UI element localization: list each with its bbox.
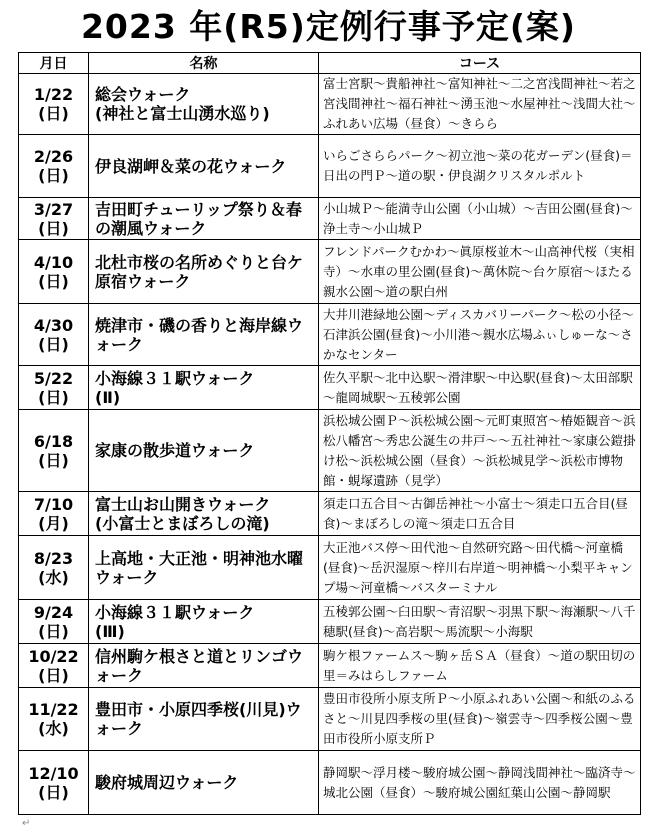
event-date [19,198,89,240]
event-weekday: (水) [38,719,69,738]
event-weekday: (日) [38,271,69,291]
event-date [19,644,89,688]
event-name: 北杜市桜の名所めぐりと台ケ原宿ウォーク [89,240,319,304]
table-row [19,135,641,198]
header-name: 名称 [89,53,319,74]
event-course: 五稜郭公園～臼田駅～青沼駅～羽黒下駅～海瀬駅～八千穂駅(昼食)～高岩駅～馬流駅～小海駅 [319,600,641,644]
event-weekday: (月) [38,513,69,533]
event-date-value: 2/26 [33,147,74,166]
event-name: 伊良湖岬＆菜の花ウォーク [89,135,319,198]
table-row [19,240,641,304]
event-weekday: (日) [38,334,69,354]
event-date-value: 4/10 [33,252,74,272]
event-course: 大井川港緑地公園～ディスカバリーパーク～松の小径～石津浜公園(昼食)～小川港～親水広場ふぃしゅーな～さかなセンター [319,304,641,366]
event-course: フレンドパークむかわ～眞原桜並木～山高神代桜（実相寺）～水車の里公園(昼食)～萬休院～台ケ原宿～ほたる親水公園～道の駅白州 [319,240,641,304]
event-weekday: (日) [38,665,69,685]
header-date: 月日 [19,53,89,74]
event-weekday: (水) [38,567,69,587]
event-weekday: (日) [38,218,69,238]
event-course: 富士宮駅～貴船神社～富知神社～二之宮浅間神社～若之宮浅間神社～福石神社～湧玉池～水屋神社～浅間大社～ふれあい広場（昼食）～きらら [319,74,641,135]
event-name: 豊田市・小原四季桜(川見)ウォーク [89,688,319,751]
event-weekday: (日) [38,387,69,407]
table-row [19,688,641,751]
event-date [19,492,89,536]
table-row [19,536,641,600]
event-course: 須走口五合目～古御岳神社～小富士～須走口五合目(昼食)～まぼろしの滝～須走口五合目 [319,492,641,536]
event-date-value: 12/10 [28,763,79,783]
event-date [19,240,89,304]
event-name: 小海線３１駅ウォーク (Ⅱ) [89,366,319,410]
table-row [19,74,641,135]
table-row [19,198,641,240]
event-date [19,600,89,644]
event-name: 駿府城周辺ウォーク [89,751,319,815]
event-date [19,366,89,410]
event-name: 吉田町チューリップ祭り＆春の潮風ウォーク [89,198,319,240]
paragraph-mark: ↵ [22,818,31,829]
event-date [19,304,89,366]
event-date [19,74,89,135]
event-course: 小山城Ｐ～能満寺山公園（小山城）～吉田公園(昼食)～浄土寺～小山城Ｐ [319,198,641,240]
table-row [19,644,641,688]
event-date-value: 3/27 [33,199,74,219]
event-date-value: 1/22 [33,85,74,104]
event-name: 信州駒ケ根さと道とリンゴウォーク [89,644,319,688]
event-weekday: (日) [38,782,69,802]
event-name: 上高地・大正池・明神池水曜ウォーク [89,536,319,600]
event-name: 小海線３１駅ウォーク (Ⅲ) [89,600,319,644]
event-date-value: 8/23 [33,548,74,568]
event-course: いらごさららパーク～初立池～菜の花ガーデン(昼食)＝日出の門Ｐ～道の駅・伊良湖クリスタルポルト [319,135,641,198]
event-date [19,135,89,198]
event-weekday: (日) [38,621,69,641]
event-course: 浜松城公園Ｐ～浜松城公園～元町東照宮～椿姫観音～浜松八幡宮～秀忠公誕生の井戸～～五社神社～家康公鎧掛け松～浜松城公園（昼食）～浜松城見学～浜松市博物館・蜆塚遺跡（見学） [319,410,641,492]
event-name: 家康の散歩道ウォーク [89,410,319,492]
event-date-value: 9/24 [33,602,74,622]
table-row [19,492,641,536]
event-weekday: (日) [38,450,69,470]
event-weekday: (日) [38,104,69,123]
event-date-value: 7/10 [33,494,74,514]
event-course: 佐久平駅～北中込駅～滑津駅～中込駅(昼食)～太田部駅～龍岡城駅～五稜郭公園 [319,366,641,410]
event-date [19,410,89,492]
event-date-value: 6/18 [33,431,74,451]
event-weekday: (日) [38,166,69,185]
header-course: コース [319,53,641,74]
schedule-table [18,52,641,815]
event-course: 静岡駅～浮月楼～駿府城公園～静岡浅間神社～臨済寺～城北公園（昼食）～駿府城公園紅葉山公園～静岡駅 [319,751,641,815]
event-date [19,688,89,751]
event-name: 富士山お山開きウォーク (小富士とまぼろしの滝) [89,492,319,536]
table-row [19,366,641,410]
event-date-value: 10/22 [28,646,79,666]
event-date [19,751,89,815]
event-date-value: 4/30 [33,315,74,335]
event-course: 豊田市役所小原支所Ｐ～小原ふれあい公園～和紙のふるさと～川見四季桜の里(昼食)～嶺雲寺～四季桜公園～豊田市役所小原支所Ｐ [319,688,641,751]
event-date-value: 11/22 [28,700,79,719]
event-name: 焼津市・磯の香りと海岸線ウォーク [89,304,319,366]
event-name: 総会ウォーク (神社と富士山湧水巡り) [89,74,319,135]
table-row [19,304,641,366]
table-row [19,410,641,492]
event-date [19,536,89,600]
page-title: 2023 年(R5)定例行事予定(案) [80,7,577,46]
event-course: 駒ケ根ファームス～駒ヶ岳ＳＡ（昼食）～道の駅田切の里＝みはらしファーム [319,644,641,688]
table-row [19,600,641,644]
table-row [19,751,641,815]
table-header-row [19,53,641,74]
event-course: 大正池バス停～田代池～自然研究路～田代橋～河童橋(昼食)～岳沢湿原～梓川右岸道～明神橋～小梨平キャンプ場～河童橋～バスターミナル [319,536,641,600]
event-date-value: 5/22 [33,368,74,388]
